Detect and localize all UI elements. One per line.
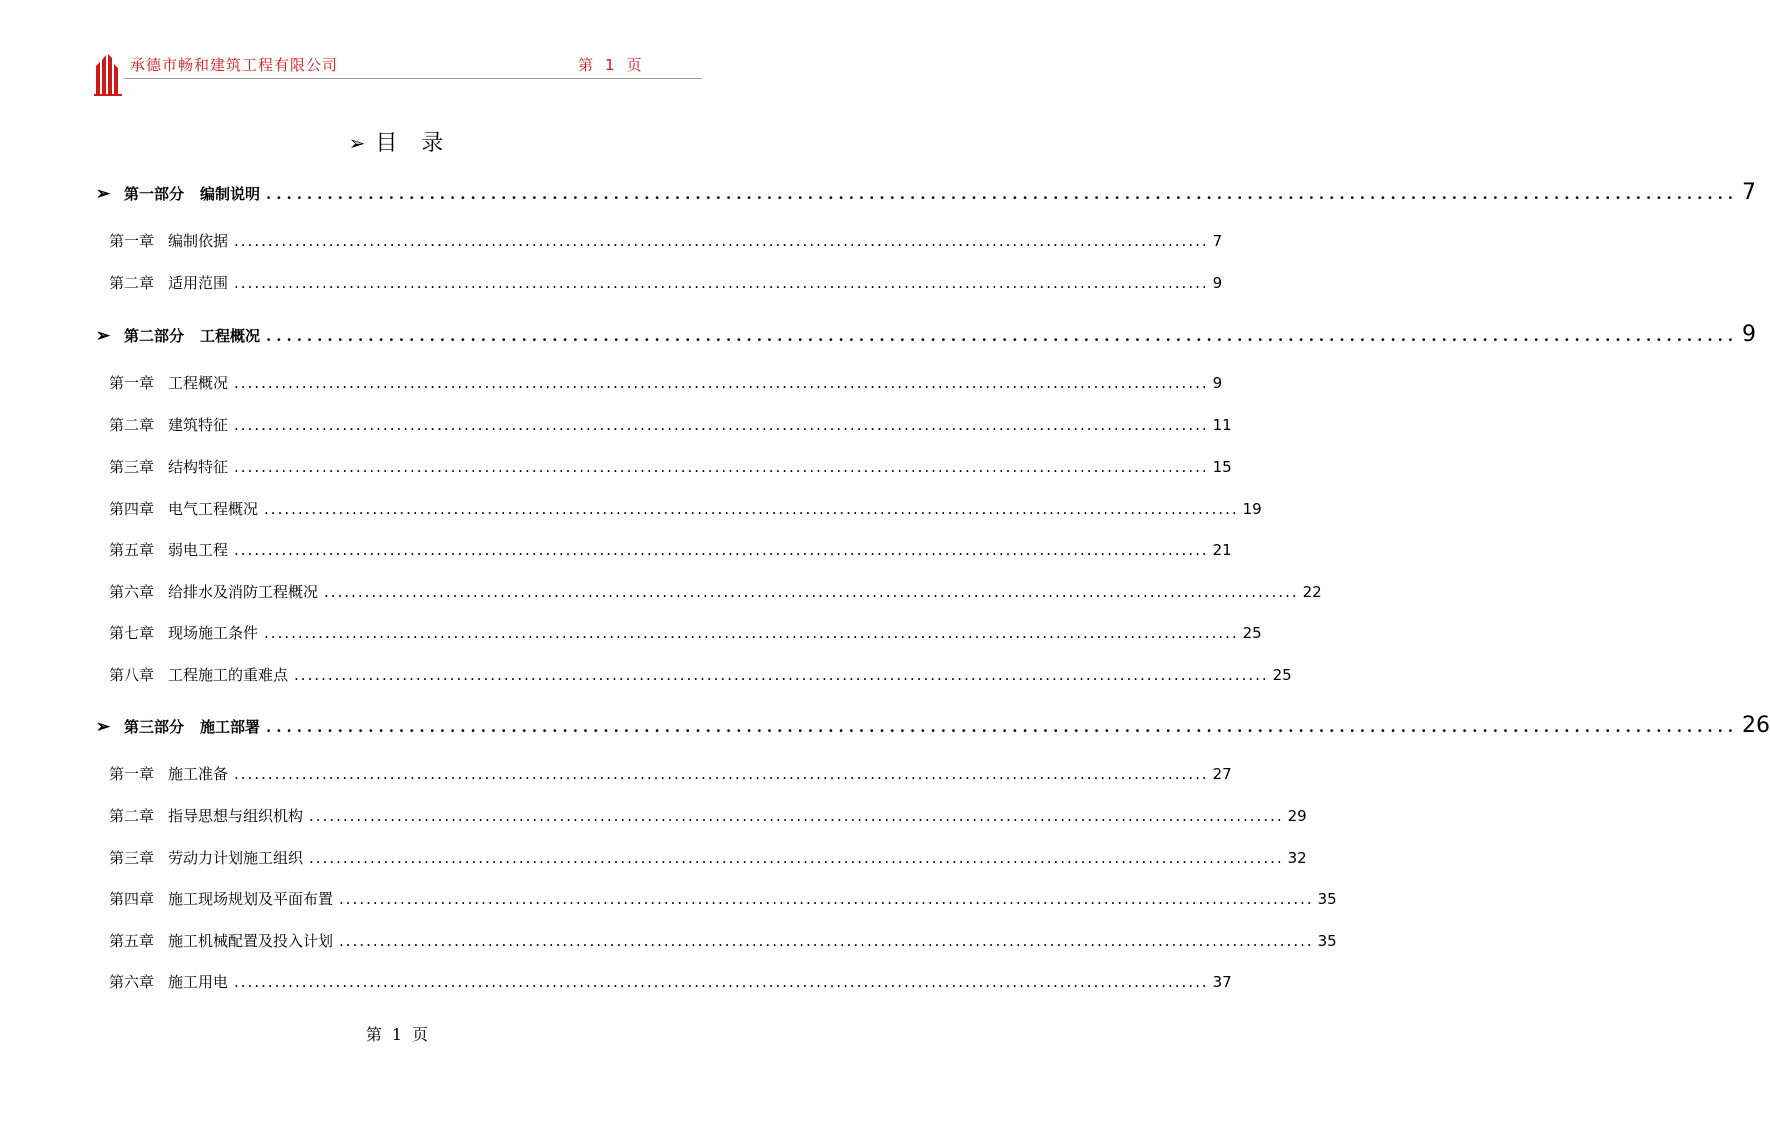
toc-chapter-entry[interactable] xyxy=(109,888,1337,909)
toc-chapter-entry[interactable] xyxy=(109,930,1337,951)
toc-part-entry[interactable] xyxy=(96,322,1757,347)
toc-entry-page: 37 xyxy=(1212,973,1232,991)
building-logo-icon xyxy=(94,52,122,96)
toc-entry-title: 给排水及消防工程概况 xyxy=(168,583,319,601)
dot-leader: ................................................................................................................................................ xyxy=(324,583,1299,601)
toc-entry-page: 26 xyxy=(1742,713,1770,738)
toc-entry-page: 29 xyxy=(1287,807,1307,825)
toc-entry-title: 工程概况 xyxy=(200,327,261,345)
toc-entry-title: 结构特征 xyxy=(168,458,229,476)
toc-entry-page: 35 xyxy=(1317,932,1337,950)
footer-page-suffix: 页 xyxy=(412,1025,429,1044)
dot-leader: ................................................................................................................................................ xyxy=(266,185,1739,203)
toc-entry-page: 35 xyxy=(1317,890,1337,908)
toc-chapter-entry[interactable] xyxy=(109,622,1262,643)
dot-leader: ................................................................................................................................................ xyxy=(339,932,1314,950)
toc-entry-number: 第二部分 xyxy=(124,327,185,345)
dot-leader: ................................................................................................................................................ xyxy=(234,374,1209,392)
toc-entry-number: 第一章 xyxy=(109,374,155,392)
toc-chapter-entry[interactable] xyxy=(109,664,1292,685)
toc-chapter-entry[interactable] xyxy=(109,805,1307,826)
toc-entry-page: 7 xyxy=(1742,180,1757,205)
footer-page-value: 1 xyxy=(391,1025,403,1044)
toc-entry-title: 工程概况 xyxy=(168,374,229,392)
toc-entry-number: 第八章 xyxy=(109,666,155,684)
toc-entry-title: 编制依据 xyxy=(168,232,229,250)
footer-page-prefix: 第 xyxy=(365,1025,382,1044)
toc-entry-title: 电气工程概况 xyxy=(168,500,259,518)
toc-entry-page: 9 xyxy=(1212,274,1223,292)
toc-entry-number: 第一章 xyxy=(109,765,155,783)
toc-entry-title: 工程施工的重难点 xyxy=(168,666,289,684)
toc-part-entry[interactable] xyxy=(96,713,1770,738)
toc-entry-number: 第五章 xyxy=(109,541,155,559)
toc-chapter-entry[interactable] xyxy=(109,539,1232,560)
toc-entry-page: 25 xyxy=(1272,666,1292,684)
header-divider xyxy=(124,78,702,79)
toc-entry-title: 现场施工条件 xyxy=(168,624,259,642)
toc-chapter-entry[interactable] xyxy=(109,372,1223,393)
dot-leader: ................................................................................................................................................ xyxy=(309,807,1284,825)
toc-chapter-entry[interactable] xyxy=(109,847,1307,868)
toc-entry-page: 7 xyxy=(1212,232,1223,250)
toc-part-entry[interactable] xyxy=(96,180,1757,205)
arrow-bullet-icon: ➢ xyxy=(96,717,111,737)
dot-leader: ................................................................................................................................................ xyxy=(234,274,1209,292)
toc-chapter-entry[interactable] xyxy=(109,581,1322,602)
dot-leader: ................................................................................................................................................ xyxy=(266,327,1739,345)
toc-entry-title: 编制说明 xyxy=(200,185,261,203)
company-name: 承德市畅和建筑工程有限公司 xyxy=(130,56,339,74)
dot-leader: ................................................................................................................................................ xyxy=(309,849,1284,867)
toc-entry-page: 21 xyxy=(1212,541,1232,559)
header-page-value: 1 xyxy=(605,56,615,74)
toc-entry-title: 建筑特征 xyxy=(168,416,229,434)
arrow-bullet-icon: ➢ xyxy=(96,326,111,346)
toc-entry-page: 9 xyxy=(1742,322,1757,347)
toc-entry-page: 15 xyxy=(1212,458,1232,476)
page-footer xyxy=(0,1022,794,1045)
toc-entry-page: 11 xyxy=(1212,416,1232,434)
dot-leader: ................................................................................................................................................ xyxy=(264,624,1239,642)
toc-entry-title: 施工准备 xyxy=(168,765,229,783)
toc-entry-title: 施工机械配置及投入计划 xyxy=(168,932,334,950)
toc-chapter-entry[interactable] xyxy=(109,456,1232,477)
toc-entry-number: 第四章 xyxy=(109,500,155,518)
dot-leader: ................................................................................................................................................ xyxy=(234,416,1209,434)
toc-entry-number: 第七章 xyxy=(109,624,155,642)
toc-entry-number: 第五章 xyxy=(109,932,155,950)
dot-leader: ................................................................................................................................................ xyxy=(294,666,1269,684)
toc-entry-number: 第二章 xyxy=(109,274,155,292)
toc-chapter-entry[interactable] xyxy=(109,414,1232,435)
dot-leader: ................................................................................................................................................ xyxy=(234,541,1209,559)
toc-chapter-entry[interactable] xyxy=(109,230,1223,251)
toc-entry-page: 32 xyxy=(1287,849,1307,867)
toc-entry-page: 19 xyxy=(1242,500,1262,518)
dot-leader: ................................................................................................................................................ xyxy=(339,890,1314,908)
toc-chapter-entry[interactable] xyxy=(109,498,1262,519)
toc-entry-number: 第三章 xyxy=(109,458,155,476)
arrow-bullet-icon: ➢ xyxy=(348,131,368,155)
toc-entry-number: 第六章 xyxy=(109,973,155,991)
dot-leader: ................................................................................................................................................ xyxy=(266,718,1739,736)
toc-entry-number: 第三章 xyxy=(109,849,155,867)
page-header xyxy=(94,48,702,96)
dot-leader: ................................................................................................................................................ xyxy=(234,232,1209,250)
toc-chapter-entry[interactable] xyxy=(109,272,1223,293)
toc-entry-title: 施工现场规划及平面布置 xyxy=(168,890,334,908)
header-page-suffix: 页 xyxy=(626,56,642,74)
header-page-prefix: 第 xyxy=(578,56,594,74)
toc-entry-title: 劳动力计划施工组织 xyxy=(168,849,304,867)
toc-entry-title: 弱电工程 xyxy=(168,541,229,559)
toc-entry-number: 第一章 xyxy=(109,232,155,250)
toc-title-char-2: 录 xyxy=(421,131,446,156)
toc-entry-number: 第二章 xyxy=(109,416,155,434)
toc-chapter-entry[interactable] xyxy=(109,971,1232,992)
dot-leader: ................................................................................................................................................ xyxy=(234,458,1209,476)
dot-leader: ................................................................................................................................................ xyxy=(264,500,1239,518)
arrow-bullet-icon: ➢ xyxy=(96,184,111,204)
toc-title xyxy=(0,126,794,157)
toc-entry-title: 指导思想与组织机构 xyxy=(168,807,304,825)
header-page-number xyxy=(572,54,648,75)
toc-entry-page: 22 xyxy=(1302,583,1322,601)
toc-entry-number: 第二章 xyxy=(109,807,155,825)
toc-entry-number: 第三部分 xyxy=(124,718,185,736)
toc-entry-title: 施工部署 xyxy=(200,718,261,736)
toc-entry-page: 25 xyxy=(1242,624,1262,642)
toc-entry-page: 9 xyxy=(1212,374,1223,392)
toc-entry-page: 27 xyxy=(1212,765,1232,783)
dot-leader: ................................................................................................................................................ xyxy=(234,765,1209,783)
toc-entry-number: 第一部分 xyxy=(124,185,185,203)
toc-entry-number: 第六章 xyxy=(109,583,155,601)
toc-title-char-1: 目 xyxy=(375,131,400,156)
toc-entry-title: 适用范围 xyxy=(168,274,229,292)
dot-leader: ................................................................................................................................................ xyxy=(234,973,1209,991)
toc-entry-title: 施工用电 xyxy=(168,973,229,991)
toc-chapter-entry[interactable] xyxy=(109,763,1232,784)
toc-entry-number: 第四章 xyxy=(109,890,155,908)
